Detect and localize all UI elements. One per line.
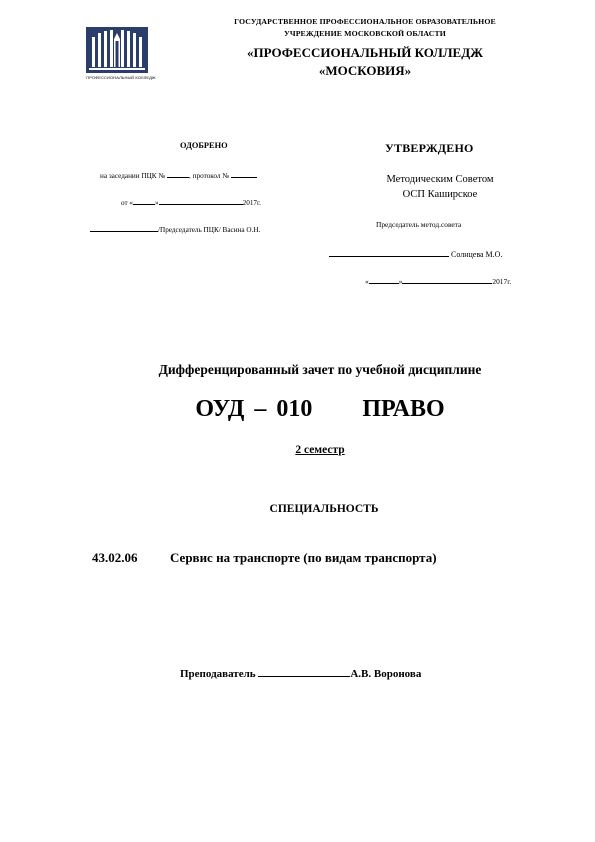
specialty-line (92, 550, 437, 566)
right-chair-signature-blank (329, 249, 449, 257)
right-chair-name: Солнцева М.О. (451, 250, 503, 259)
meeting-number-blank (167, 170, 189, 178)
specialty-name: Сервис на транспорте (по видам транспорта) (170, 550, 437, 565)
document-title: Дифференцированный зачет по учебной дисциплине (158, 362, 482, 377)
college-name-line-1: «ПРОФЕССИОНАЛЬНЫЙ КОЛЛЕДЖ (246, 45, 483, 60)
protocol-number-blank (231, 170, 257, 178)
discipline-title (0, 396, 595, 423)
day-blank (133, 197, 155, 205)
date-prefix: от « (121, 199, 134, 207)
teacher-line (180, 667, 421, 680)
date-year: 2017г. (242, 199, 261, 207)
teacher-signature-blank (258, 667, 350, 677)
approved-left-date-line (121, 197, 261, 207)
teacher-name: А.В. Воронова (350, 668, 422, 680)
approved-right-line-2: ОСП Каширское (402, 189, 478, 200)
specialty-header: СПЕЦИАЛЬНОСТЬ (269, 503, 379, 515)
approved-left-chair-line (90, 224, 260, 234)
meeting-prefix: на заседании ПЦК № (100, 172, 166, 180)
right-date-prefix: « (365, 277, 369, 286)
college-name-line-2: «МОСКОВИЯ» (318, 63, 412, 78)
approved-left-meeting-line (100, 170, 257, 180)
right-month-blank (402, 276, 492, 284)
college-building-logo (86, 27, 148, 81)
header-line-2: УЧРЕЖДЕНИЕ МОСКОВСКОЙ ОБЛАСТИ (284, 29, 446, 38)
right-date-mid: » (398, 277, 403, 286)
specialty-code: 43.02.06 (92, 550, 138, 565)
semester-label (0, 444, 595, 456)
date-mid: » (155, 199, 159, 207)
month-blank (159, 197, 243, 205)
right-day-blank (369, 276, 399, 284)
approved-left-title: ОДОБРЕНО (180, 141, 228, 150)
semester-text: 2 семестр (295, 444, 345, 456)
right-date-year: 2017г. (492, 277, 512, 286)
college-logo-icon (86, 27, 148, 81)
approved-right-chair-line (329, 249, 502, 259)
approved-right-line-1: Методическим Советом (386, 174, 494, 185)
approved-right-chair-label: Председатель метод.совета (376, 220, 462, 229)
discipline-text: ОУД – 010 ПРАВО (195, 396, 445, 422)
logo-caption: ПРОФЕССИОНАЛЬНЫЙ КОЛЛЕДЖ (86, 75, 156, 80)
approved-right-date-line (365, 276, 511, 286)
approved-right-title: УТВЕРЖДЕНО (385, 141, 474, 155)
chair-signature-blank (90, 224, 158, 232)
teacher-label: Преподаватель (180, 668, 256, 680)
chair-label: /Председатель ПЦК/ Васина О.Н. (158, 226, 261, 234)
header-line-1: ГОСУДАРСТВЕННОЕ ПРОФЕССИОНАЛЬНОЕ ОБРАЗОВАТЕЛЬНОЕ (234, 17, 496, 26)
protocol-label: , протокол № (189, 172, 230, 180)
